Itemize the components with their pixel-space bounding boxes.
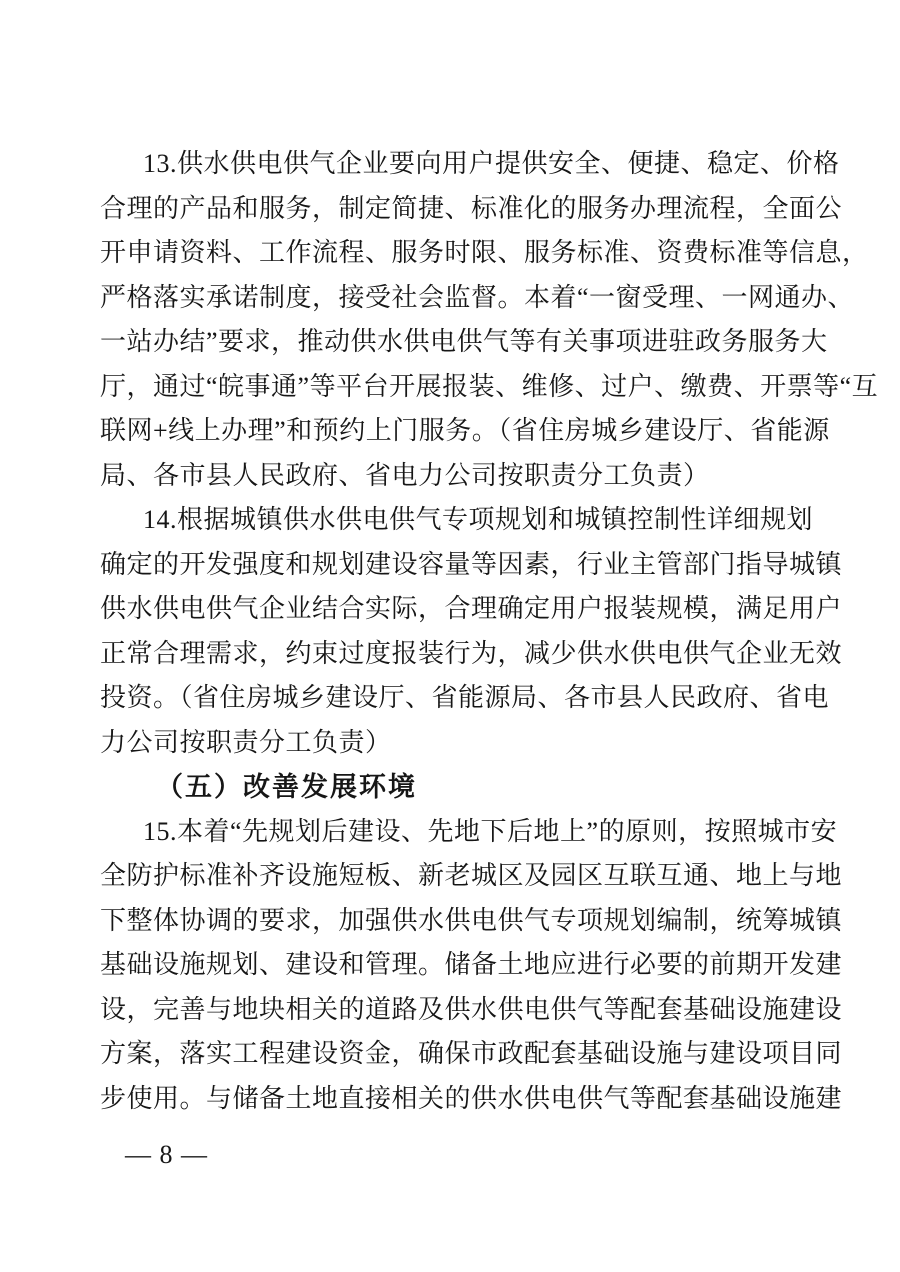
paragraph-13: [100, 142, 879, 498]
text-line: 力公司按职责分工负责）: [100, 727, 392, 757]
text-line: 14.根据城镇供水供电供气专项规划和城镇控制性详细规划: [143, 505, 814, 534]
section-heading-text: （五）改善发展环境: [156, 772, 417, 802]
document-body: [100, 142, 879, 1121]
text-line: 正常合理需求，约束过度报装行为，减少供水供电供气企业无效: [100, 638, 843, 668]
text-line: 下整体协调的要求，加强供水供电供气专项规划编制，统筹城镇: [100, 905, 843, 935]
text-line: 投资。（省住房城乡建设厅、省能源局、各市县人民政府、省电: [100, 683, 830, 712]
text-line: 局、各市县人民政府、省电力公司按职责分工负责）: [100, 460, 710, 490]
text-line: 全防护标准补齐设施短板、新老城区及园区互联互通、地上与地: [100, 861, 843, 890]
page-number: — 8 —: [125, 1140, 208, 1169]
text-line: 方案，落实工程建设资金，确保市政配套基础设施与建设项目同: [100, 1039, 843, 1068]
text-line: 供水供电供气企业结合实际，合理确定用户报装规模，满足用户: [100, 594, 843, 623]
text-line: 基础设施规划、建设和管理。储备土地应进行必要的前期开发建: [100, 950, 843, 979]
text-line: 联网+线上办理”和预约上门服务。（省住房城乡建设厅、省能源: [100, 416, 830, 445]
text-line: 13.供水供电供气企业要向用户提供安全、便捷、稳定、价格: [143, 149, 840, 178]
text-line: 一站办结”要求，推动供水供电供气等有关事项进驻政务服务大: [100, 327, 828, 356]
text-line: 15.本着“先规划后建设、先地下后地上”的原则，按照城市安: [143, 816, 838, 846]
text-line: 严格落实承诺制度，接受社会监督。本着“一窗受理、一网通办、: [100, 282, 855, 312]
text-line: 合理的产品和服务，制定简捷、标准化的服务办理流程，全面公: [100, 193, 843, 223]
text-line: 开申请资料、工作流程、服务时限、服务标准、资费标准等信息，: [100, 238, 869, 267]
text-line: 设，完善与地块相关的道路及供水供电供气等配套基础设施建设: [100, 994, 843, 1024]
text-line: 确定的开发强度和规划建设容量等因素，行业主管部门指导城镇: [100, 549, 843, 579]
text-line: 厅，通过“皖事通”等平台开展报装、维修、过户、缴费、开票等“互: [100, 371, 879, 401]
paragraph-14: [100, 498, 843, 765]
section-heading: [100, 765, 807, 810]
paragraph-15: [100, 810, 843, 1122]
text-line: 步使用。与储备土地直接相关的供水供电供气等配套基础设施建: [100, 1083, 843, 1113]
